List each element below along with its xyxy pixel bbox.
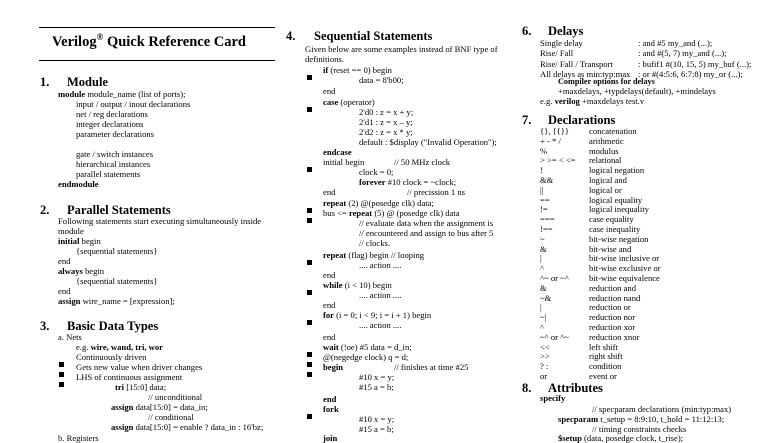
bus-comment: // encountered and assign to bus after 5 <box>359 228 494 238</box>
bullet-icon <box>307 406 312 424</box>
operator-symbol: ~^ or ^~ <box>540 331 569 342</box>
fork-keyword: fork <box>323 404 339 414</box>
bus-comment: // clocks. <box>359 238 391 248</box>
operator-description: logical negation <box>589 165 645 176</box>
operator-symbol: ^ <box>540 322 545 332</box>
operator-description: reduction xor <box>589 322 636 332</box>
case-item: 2'd0 : z = x + y; <box>359 107 414 117</box>
operator-symbol: === <box>540 214 555 225</box>
delay-value: : or #(4:5:6, 6:7:8) my_or (...); <box>638 69 743 79</box>
section-4-heading: Sequential Statements <box>314 29 433 43</box>
bullet-icon <box>307 312 312 330</box>
end-keyword: end <box>323 187 336 197</box>
bullet-icon <box>307 99 312 117</box>
assign-unconditional: assign data[15:0] = data_in; <box>111 402 208 412</box>
end-keyword: end <box>58 256 71 266</box>
operator-symbol: ~ <box>540 233 545 244</box>
nets-bullet: Gets new value when driver changes <box>76 362 203 372</box>
action-line: .... action .... <box>359 320 402 330</box>
parallel-description: Following statements start executing simultaneously inside <box>58 216 262 226</box>
operator-symbol: {}, {{}} <box>540 126 570 136</box>
operator-description: reduction nand <box>589 292 641 303</box>
end-keyword: end <box>58 286 71 296</box>
bullet-icon <box>307 252 312 270</box>
specparam-declaration: specparam t_setup = 8:9:10, t_hold = 11:12:13; <box>558 414 725 424</box>
module-item: input / output / inout declarations <box>76 99 191 109</box>
section-4-number: 4. <box>286 29 296 43</box>
end-keyword: end <box>323 300 336 310</box>
section-6-number: 6. <box>522 24 532 38</box>
operator-description: bit-wise inclusive or <box>589 253 660 264</box>
operator-description: relational <box>589 155 622 166</box>
operator-description: left shift <box>589 341 618 352</box>
case-item: 2'd2 : z = x * y; <box>359 127 413 137</box>
operator-symbol: ! <box>540 165 543 176</box>
operator-description: case equality <box>589 214 634 225</box>
operator-symbol: ~| <box>540 312 547 323</box>
timing-comment: // timing constraints checks <box>592 424 687 434</box>
section-8-heading: Attributes <box>548 381 603 395</box>
code-line: data = 8'b00; <box>359 75 404 85</box>
code-line: #10 x = y; <box>359 372 395 382</box>
operator-symbol: + - * / <box>540 135 561 146</box>
section-7-number: 7. <box>522 113 532 127</box>
operator-symbol: & <box>540 282 547 293</box>
endmodule-keyword: endmodule <box>58 179 99 189</box>
operator-description: logical equality <box>589 194 643 205</box>
operator-symbol: || <box>540 184 544 195</box>
always-begin: always begin <box>58 266 105 276</box>
delay-label: Rise/ Fall <box>540 48 574 58</box>
operator-symbol: | <box>540 253 542 264</box>
section-2-number: 2. <box>40 203 50 217</box>
operator-symbol: | <box>540 302 542 313</box>
end-keyword: end <box>323 332 336 342</box>
operator-description: reduction or <box>589 302 631 313</box>
begin-keyword: begin <box>323 362 344 372</box>
operator-description: reduction and <box>589 282 637 293</box>
module-item: parameter declarations <box>76 129 155 139</box>
operator-description: logical or <box>589 184 622 195</box>
section-6-heading: Delays <box>548 24 584 38</box>
section-7-heading: Declarations <box>548 113 616 127</box>
operator-description: reduction nor <box>589 312 636 323</box>
comment-conditional: // conditional <box>148 412 194 422</box>
bullet-icon <box>307 67 312 85</box>
operator-description: logical and <box>589 175 627 185</box>
operator-symbol: >> <box>540 351 550 362</box>
parallel-description: module <box>58 226 84 236</box>
operator-description: bit-wise equivalence <box>589 273 660 283</box>
nets-label: a. Nets <box>58 332 82 342</box>
comment-unconditional: // unconditional <box>148 392 203 402</box>
module-item: net / reg declarations <box>76 109 148 119</box>
operator-symbol: > >= < <= <box>540 155 576 166</box>
negedge-statement: @(negedge clock) q = d; <box>323 352 409 362</box>
endcase-keyword: endcase <box>323 147 352 157</box>
end-keyword: end <box>323 394 337 404</box>
operator-symbol: != <box>540 204 548 215</box>
operator-symbol: == <box>540 194 550 205</box>
module-signature: module module_name (list of ports); <box>58 89 186 99</box>
bullet-icon <box>307 364 312 382</box>
module-item: parallel statements <box>76 169 141 179</box>
for-statement: for (i = 0; i < 9; i = i + 1) begin <box>323 310 432 320</box>
bus-repeat-statement: bus <= repeat (5) @ (posedge clk) data <box>323 208 460 218</box>
operator-description: logical inequality <box>589 204 649 215</box>
bullet-icon <box>307 282 312 300</box>
delay-value: : bufif1 #(10, 15, 5) my_buf (...); <box>638 59 752 69</box>
assign-statement: assign wire_name = [expression]; <box>58 296 175 306</box>
operator-description: modulus <box>589 145 619 156</box>
operator-symbol: % <box>540 145 548 156</box>
code-line: #15 a = b; <box>359 382 394 392</box>
code-line: #15 a = b; <box>359 424 394 434</box>
delay-label: Single delay <box>540 38 583 48</box>
forever-statement: forever #10 clock = ~clock; <box>359 177 457 187</box>
sequential-description: Given below are some examples instead of BNF type of <box>305 44 498 54</box>
operator-description: bit-wise exclusive or <box>589 263 661 274</box>
begin-comment: // finishes at time #25 <box>394 362 469 372</box>
nets-bullet: LHS of continuous assignment <box>76 372 183 382</box>
operator-symbol: !== <box>540 224 553 234</box>
sequential-placeholder: {sequential statements} <box>76 246 158 256</box>
section-2-heading: Parallel Statements <box>67 203 171 217</box>
module-item: integer declarations <box>76 119 144 129</box>
section-1-number: 1. <box>40 75 50 89</box>
delay-value: : and #(5, 7) my_and (...); <box>638 48 727 58</box>
compiler-options-heading: Compiler options for delays <box>558 77 655 86</box>
bullet-icon <box>59 374 64 392</box>
operator-description: concatenation <box>589 126 637 136</box>
operator-description: arithmetic <box>589 135 624 146</box>
section-3-heading: Basic Data Types <box>67 319 159 333</box>
initial-begin: initial begin <box>58 236 101 246</box>
sequential-description: definitions. <box>305 54 344 64</box>
title-bottom-rule <box>39 60 275 61</box>
operator-description: case inequality <box>589 224 641 234</box>
operator-description: condition <box>589 361 622 372</box>
action-line: .... action .... <box>359 260 402 270</box>
code-line: #10 x = y; <box>359 414 395 424</box>
operator-symbol: ^ <box>540 263 545 274</box>
repeat-statement: repeat (2) @(posedge clk) data; <box>323 198 434 208</box>
if-statement: if (reset == 0) begin <box>323 65 392 75</box>
precision-comment: // precission 1 ns <box>407 187 466 197</box>
wait-statement: wait (!oe) #5 data = d_in; <box>323 342 412 352</box>
operator-symbol: ? : <box>540 361 549 372</box>
repeat-flag-statement: repeat (flag) begin // looping <box>323 250 425 260</box>
operator-symbol: << <box>540 341 550 352</box>
join-keyword: join <box>323 433 338 443</box>
nets-example: e.g. wire, wand, tri, wor <box>76 342 163 352</box>
setup-check: $setup (data, posedge clock, t_rise); <box>558 433 684 443</box>
operator-symbol: ^~ or ~^ <box>540 273 569 283</box>
case-item: 2'd1 : z = x – y; <box>359 117 413 127</box>
specparam-comment: // specparam declarations (min:typ:max) <box>592 404 732 414</box>
bullet-icon <box>307 210 312 228</box>
registers-label: b. Registers <box>58 433 99 443</box>
tri-declaration: tri [15:0] data; <box>115 382 167 392</box>
bus-comment: // evaluate data when the assignment is <box>359 218 494 228</box>
operator-description: reduction xnor <box>589 331 640 342</box>
delay-label: Rise/ Fall / Transport <box>540 59 613 69</box>
case-statement: case (operator) <box>323 97 375 107</box>
operator-description: bit-wise and <box>589 243 632 254</box>
operator-symbol: && <box>540 175 554 185</box>
operator-symbol: & <box>540 243 547 254</box>
page-title: Verilog® Quick Reference Card <box>52 32 246 50</box>
nets-bullet: Continuously driven <box>76 352 147 362</box>
operator-symbol: ~& <box>540 292 552 303</box>
module-item: hierarchical instances <box>76 159 151 169</box>
compiler-options: +maxdelays, +typdelays(default), +mindelays <box>558 86 716 96</box>
while-statement: while (i < 10) begin <box>323 280 392 290</box>
module-item: gate / switch instances <box>76 149 154 159</box>
operator-description: event or <box>589 371 617 381</box>
compiler-example: e.g. verilog +maxdelays test.v <box>540 96 645 106</box>
clock-comment: // 50 MHz clock <box>394 157 451 167</box>
section-8-number: 8. <box>522 381 532 395</box>
action-line: .... action .... <box>359 290 402 300</box>
assign-conditional: assign data[15:0] = enable ? data_in : 16'bz; <box>111 422 264 432</box>
operator-description: bit-wise negation <box>589 233 649 244</box>
specify-keyword: specify <box>540 393 566 403</box>
delay-value: : and #5 my_and (...); <box>638 38 713 48</box>
code-line: clock = 0; <box>359 167 394 177</box>
operator-symbol: or <box>540 371 548 381</box>
end-keyword: end <box>323 86 336 96</box>
case-default: default : $display ("Invalid Operation"); <box>359 137 497 147</box>
section-1-heading: Module <box>67 75 108 89</box>
bullet-icon <box>307 159 312 177</box>
sequential-placeholder: {sequential statements} <box>76 276 158 286</box>
initial-begin: initial begin <box>323 157 365 167</box>
end-keyword: end <box>323 270 336 280</box>
delay-label: All delays as min:typ:max <box>540 69 631 79</box>
title-top-rule <box>39 27 275 28</box>
operator-description: right shift <box>589 351 623 362</box>
section-3-number: 3. <box>40 319 50 333</box>
